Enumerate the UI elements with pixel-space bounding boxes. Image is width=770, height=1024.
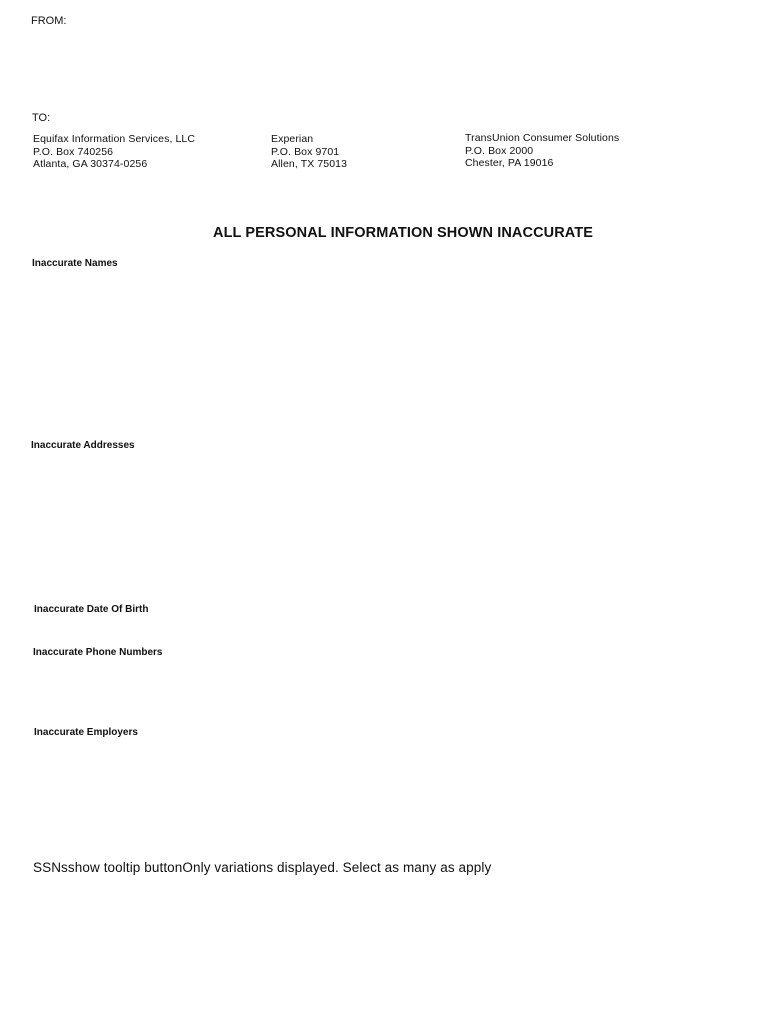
section-inaccurate-employers: Inaccurate Employers (34, 727, 138, 738)
section-inaccurate-phones: Inaccurate Phone Numbers (33, 647, 163, 658)
recipient-experian (271, 133, 347, 171)
page-title: ALL PERSONAL INFORMATION SHOWN INACCURATE (213, 225, 594, 241)
recipient-name: Experian (271, 133, 314, 145)
ssn-note: Only variations displayed. Select as many as apply (182, 860, 492, 875)
recipient-address-line: P.O. Box 740256 (33, 145, 114, 158)
recipient-address-line: Atlanta, GA 30374-0256 (33, 158, 148, 170)
ssn-line (33, 860, 491, 875)
recipient-address-line: P.O. Box 9701 (271, 145, 340, 158)
recipient-transunion (465, 132, 619, 170)
recipient-name: Equifax Information Services, LLC (33, 133, 196, 145)
ssn-label: SSNs (33, 860, 68, 875)
from-label: FROM: (31, 15, 67, 27)
to-label: TO: (32, 112, 51, 124)
section-inaccurate-dob: Inaccurate Date Of Birth (34, 604, 149, 615)
recipient-equifax (33, 133, 195, 171)
recipient-address-line: P.O. Box 2000 (465, 144, 534, 157)
section-inaccurate-names: Inaccurate Names (32, 258, 118, 269)
recipient-address-line: Allen, TX 75013 (271, 158, 348, 170)
section-inaccurate-addresses: Inaccurate Addresses (31, 440, 135, 451)
recipient-name: TransUnion Consumer Solutions (465, 132, 620, 144)
recipient-address-line: Chester, PA 19016 (465, 157, 554, 169)
ssn-tooltip-button[interactable]: show tooltip button (67, 860, 183, 875)
